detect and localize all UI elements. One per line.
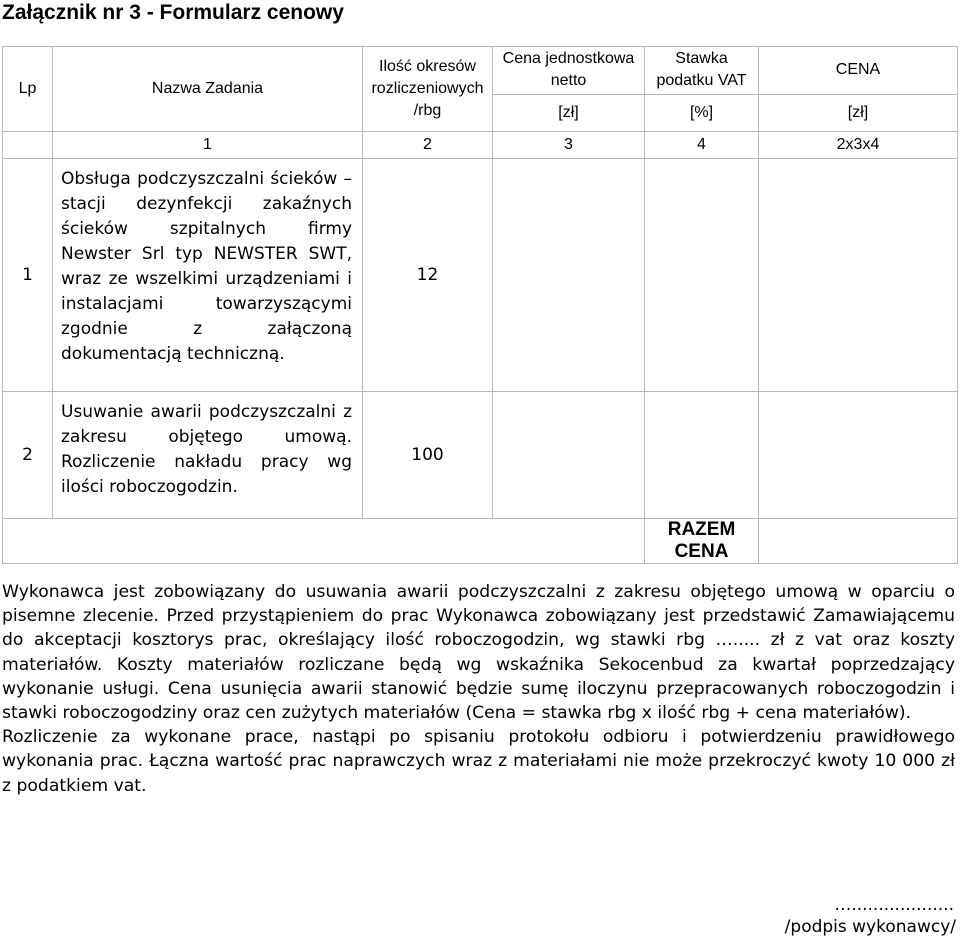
- row-lp: 1: [3, 159, 53, 392]
- header-unit-price-unit: [zł]: [493, 94, 645, 131]
- signature-label: /podpis wykonawcy/: [784, 917, 956, 937]
- col-number-total: 2x3x4: [759, 132, 958, 159]
- total-label: RAZEM CENA: [645, 519, 759, 564]
- terms-text: [2, 580, 955, 798]
- header-vat-line2: podatku VAT: [656, 72, 747, 90]
- row-vat-cell[interactable]: [645, 392, 759, 519]
- page-title: Załącznik nr 3 - Formularz cenowy: [2, 1, 344, 24]
- terms-paragraph-2: Rozliczenie za wykonane prace, nastąpi po spisaniu protokołu odbioru i potwierdzeniu prawidłowego wykonania prac. Łączna wartość prac naprawczych wraz z materiałami nie może przekroczyć kwoty 10 000 zł z podatkiem vat.: [2, 727, 955, 796]
- row-unit-price-cell[interactable]: [493, 159, 645, 392]
- header-vat-line1: Stawka: [675, 50, 728, 68]
- total-spacer: [3, 519, 645, 564]
- row-quantity: 12: [363, 159, 493, 392]
- row-task: Obsługa podczyszczalni ścieków – stacji dezynfekcji zakaźnych ścieków szpitalnych firmy Newster Srl typ NEWSTER SWT, wraz ze wszelkimi urządzeniami i instalacjami towarzyszącymi zgodnie z załączoną dokumentacją techniczną.: [53, 159, 363, 392]
- header-lp: Lp: [3, 47, 53, 132]
- signature-line: …...................: [834, 895, 954, 915]
- row-price-cell[interactable]: [759, 392, 958, 519]
- header-task-name: Nazwa Zadania: [53, 47, 363, 132]
- row-quantity: 100: [363, 392, 493, 519]
- row-unit-price-cell[interactable]: [493, 392, 645, 519]
- header-price: CENA: [759, 47, 958, 95]
- header-vat-unit: [%]: [645, 94, 759, 131]
- price-form-table: [2, 46, 958, 564]
- row-lp: 2: [3, 392, 53, 519]
- header-periods: [363, 47, 493, 132]
- header-periods-line2: rozliczeniowych: [371, 80, 484, 97]
- header-unit-price-line2: netto: [550, 72, 587, 90]
- col-number-3: 3: [493, 132, 645, 159]
- col-number-2: 2: [363, 132, 493, 159]
- header-vat: [645, 47, 759, 95]
- table-row: [3, 159, 958, 392]
- table-row: [3, 392, 958, 519]
- terms-paragraph-1: Wykonawca jest zobowiązany do usuwania awarii podczyszczalni z zakresu objętego umową w oparciu o pisemne zlecenie. Przed przystąpieniem do prac Wykonawca zobowiązany jest przedstawić Zamawiającemu do akceptacji kosztorys prac, określający ilość roboczogodzin, wg stawki rbg …..... zł z vat oraz koszty materiałów. Koszty materiałów rozliczane będą wg wskaźnika Sekocenbud za kwartał poprzedzający wykonanie usługi. Cena usunięcia awarii stanowić będzie sumę iloczynu przepracowanych roboczogodzin i stawki roboczogodziny oraz cen zużytych materiałów (Cena = stawka rbg x ilość rbg + cena materiałów).: [2, 582, 955, 724]
- row-task: Usuwanie awarii podczyszczalni z zakresu objętego umową. Rozliczenie nakładu pracy wg ilości roboczogodzin.: [53, 392, 363, 519]
- header-unit-price: [493, 47, 645, 95]
- header-price-unit: [zł]: [759, 94, 958, 131]
- total-price-cell[interactable]: [759, 519, 958, 564]
- header-periods-line1: Ilość okresów: [379, 58, 476, 75]
- row-vat-cell[interactable]: [645, 159, 759, 392]
- header-periods-line3: /rbg: [413, 102, 442, 119]
- col-number-empty: [3, 132, 53, 159]
- col-number-1: 1: [53, 132, 363, 159]
- header-unit-price-line1: Cena jednostkowa: [502, 50, 635, 68]
- col-number-4: 4: [645, 132, 759, 159]
- row-price-cell[interactable]: [759, 159, 958, 392]
